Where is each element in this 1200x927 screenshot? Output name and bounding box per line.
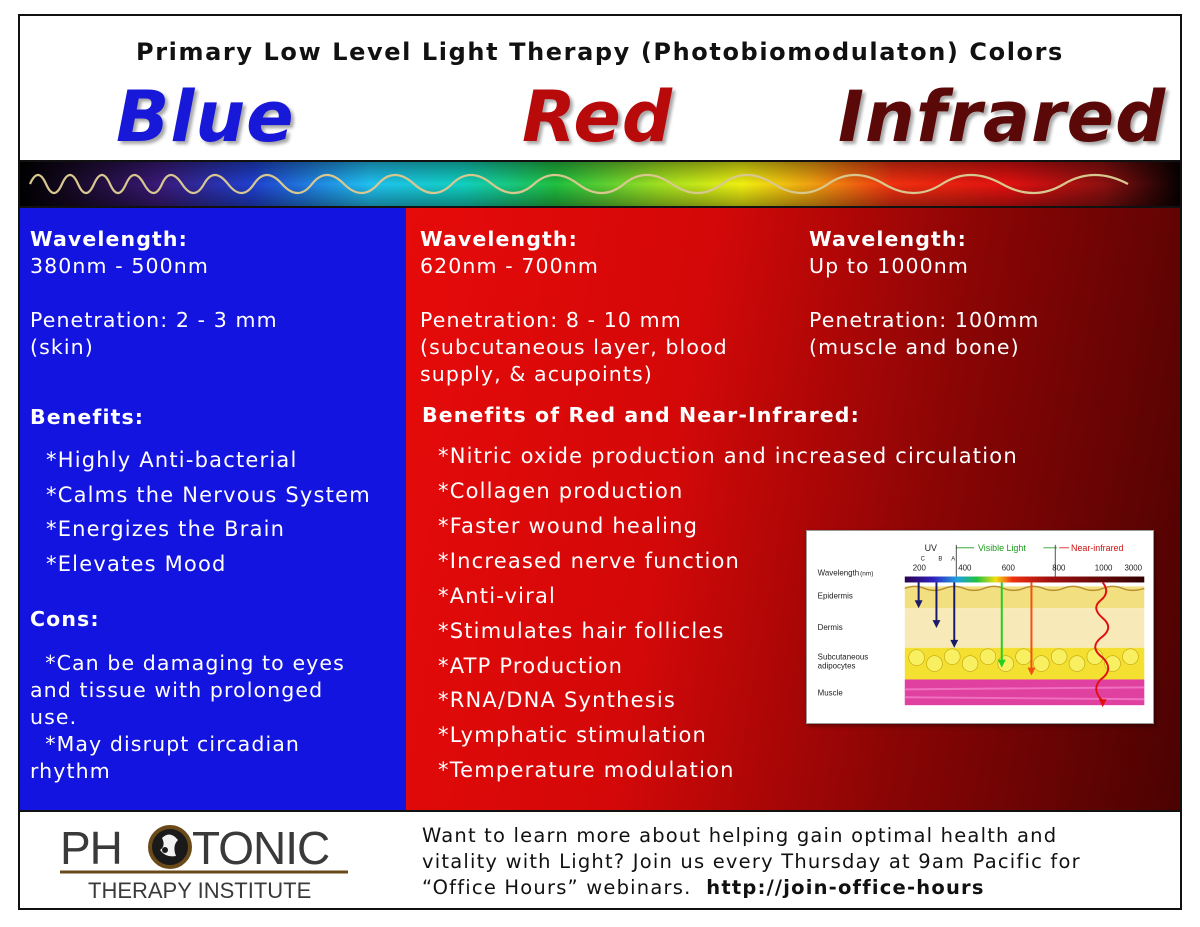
red-penetration: Penetration: 8 - 10 mm (420, 308, 682, 332)
shared-benefits-title: Benefits of Red and Near-Infrared: (422, 403, 860, 427)
blue-cons-line: use. (30, 705, 78, 729)
diagram-sub-label: B (938, 556, 943, 563)
blue-cons-line: and tissue with prolonged (30, 678, 324, 702)
svg-text:TONIC: TONIC (192, 822, 330, 874)
diagram-uv-label: UV (924, 542, 937, 553)
list-item: *Energizes the Brain (46, 517, 286, 541)
list-item: *RNA/DNA Synthesis (438, 688, 677, 712)
diagram-nir-label: Near-infrared (1071, 542, 1124, 553)
list-item: *Collagen production (438, 479, 684, 503)
diagram-sub-label: A (951, 556, 956, 563)
infrared-penetration-note: (muscle and bone) (809, 335, 1020, 359)
blue-panel (20, 208, 406, 810)
red-penetration-note: supply, & acupoints) (420, 362, 653, 386)
infographic-frame (18, 14, 1182, 910)
blue-wavelength-label: Wavelength: (30, 227, 188, 251)
red-wavelength-label: Wavelength: (420, 227, 578, 251)
blue-cons-line: *Can be damaging to eyes (30, 651, 345, 675)
diagram-tick: 1000 (1094, 563, 1113, 573)
diagram-tick: 800 (1052, 563, 1066, 573)
list-item: *Stimulates hair follicles (438, 619, 725, 643)
diagram-sub-label: C (920, 556, 925, 563)
skin-penetration-diagram (806, 530, 1154, 724)
logo-subtitle: THERAPY INSTITUTE (88, 878, 312, 903)
diagram-tick: 200 (912, 563, 926, 573)
diagram-wavelength-word: Wavelength (817, 568, 860, 578)
diagram-visible-label: Visible Light (978, 542, 1026, 553)
diagram-layer-label: Subcutaneous (817, 652, 869, 662)
list-item: *Faster wound healing (438, 514, 699, 538)
blue-benefits-title: Benefits: (30, 405, 145, 429)
diagram-tick: 600 (1001, 563, 1015, 573)
footer-line-3-text: “Office Hours” webinars. (422, 876, 707, 899)
office-hours-link[interactable]: http://join-office-hours (706, 876, 985, 899)
diagram-layer-label: Epidermis (817, 591, 853, 601)
diagram-wavelength-unit: (nm) (860, 570, 874, 578)
blue-wavelength-value: 380nm - 500nm (30, 254, 209, 278)
blue-heading: Blue (116, 76, 295, 158)
list-item: *Lymphatic stimulation (438, 723, 708, 747)
infrared-heading: Infrared (838, 76, 1167, 158)
list-item: *Calms the Nervous System (46, 483, 371, 507)
footer (20, 810, 1182, 910)
footer-line-2: vitality with Light? Join us every Thursday at 9am Pacific for (422, 850, 1081, 873)
spectrum-band (20, 160, 1182, 208)
diagram-wavelength-label (818, 569, 874, 578)
red-wavelength-value: 620nm - 700nm (420, 254, 599, 278)
infrared-wavelength-value: Up to 1000nm (809, 254, 969, 278)
page-title: Primary Low Level Light Therapy (Photobiomodulaton) Colors (136, 38, 1064, 66)
list-item: *Anti-viral (438, 584, 557, 608)
blue-cons-line: *May disrupt circadian (30, 732, 300, 756)
list-item: *ATP Production (438, 654, 624, 678)
blue-penetration: Penetration: 2 - 3 mm (30, 308, 278, 332)
photonic-logo (56, 816, 376, 906)
infrared-wavelength-label: Wavelength: (809, 227, 967, 251)
blue-cons-line: rhythm (30, 759, 111, 783)
diagram-tick: 400 (958, 563, 972, 573)
footer-line-1: Want to learn more about helping gain optimal health and (422, 824, 1058, 847)
diagram-layer-label: Dermis (817, 622, 843, 632)
svg-text:PH: PH (60, 822, 122, 874)
blue-penetration-note: (skin) (30, 335, 94, 359)
list-item: *Increased nerve function (438, 549, 741, 573)
diagram-tick: 3000 (1124, 563, 1143, 573)
list-item: *Temperature modulation (438, 758, 735, 782)
red-heading: Red (522, 76, 673, 158)
footer-line-3 (422, 876, 985, 899)
list-item: *Highly Anti-bacterial (46, 448, 298, 472)
diagram-layer-label: adipocytes (817, 661, 856, 671)
infrared-penetration: Penetration: 100mm (809, 308, 1040, 332)
list-item: *Elevates Mood (46, 552, 227, 576)
red-penetration-note: (subcutaneous layer, blood (420, 335, 728, 359)
blue-cons-title: Cons: (30, 607, 100, 631)
diagram-layer-label: Muscle (817, 688, 843, 698)
list-item: *Nitric oxide production and increased circulation (438, 444, 1018, 468)
